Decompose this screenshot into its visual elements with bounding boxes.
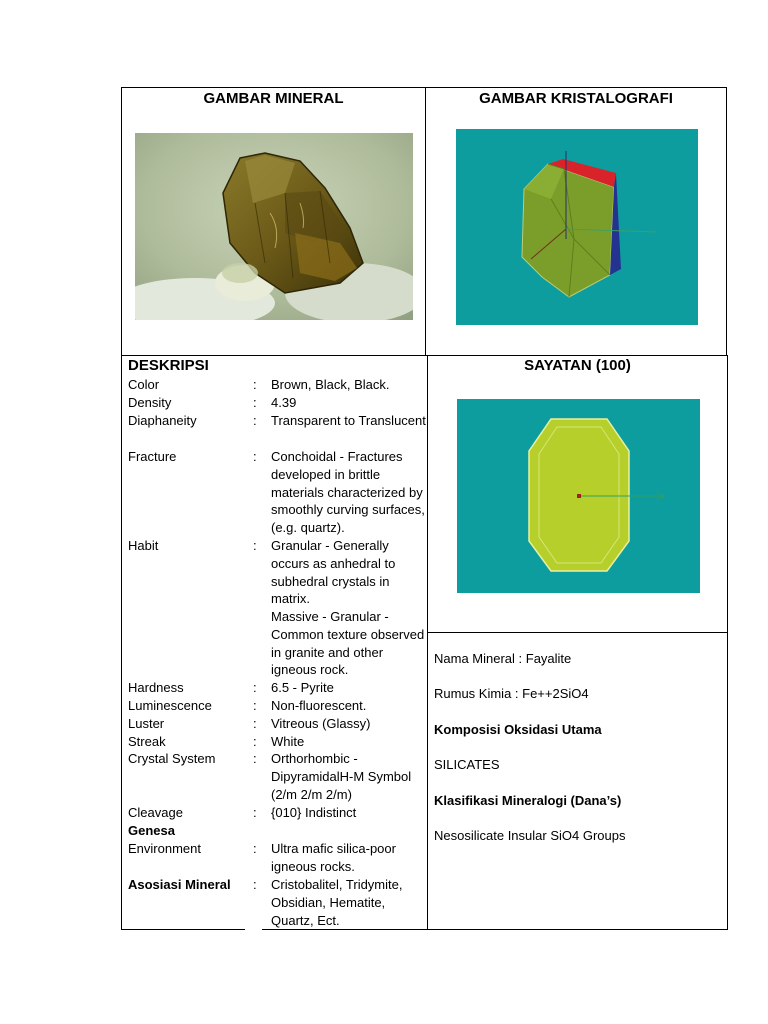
- property-value: Ultra mafic silica-poor igneous rocks.: [271, 841, 396, 874]
- property-value: Vitreous (Glassy): [271, 716, 371, 731]
- property-colon: :: [253, 377, 257, 392]
- deskripsi-header: DESKRIPSI: [128, 357, 209, 374]
- table-divider-middle-upper: [425, 87, 426, 355]
- property-colon: :: [253, 698, 257, 713]
- property-value: White: [271, 734, 305, 749]
- property-label: Luster: [128, 716, 165, 731]
- property-label: Hardness: [128, 680, 184, 695]
- komposisi-title: Komposisi Oksidasi Utama: [434, 722, 602, 737]
- property-colon: :: [253, 716, 257, 731]
- property-value: 4.39: [271, 395, 297, 410]
- property-label: Crystal System: [128, 751, 216, 766]
- property-colon: :: [253, 734, 257, 749]
- sayatan-section-image: [457, 399, 700, 593]
- property-value: 6.5 - Pyrite: [271, 680, 334, 695]
- property-label: Density: [128, 395, 172, 410]
- property-label: Luminescence: [128, 698, 212, 713]
- property-value: Brown, Black, Black.: [271, 377, 390, 392]
- property-colon: :: [253, 751, 257, 766]
- komposisi-value: SILICATES: [434, 757, 500, 772]
- property-label: Environment: [128, 841, 201, 856]
- klasifikasi-title: Klasifikasi Mineralogi (Dana’s): [434, 793, 622, 808]
- table-row-divider: [121, 355, 728, 356]
- property-colon: :: [253, 877, 257, 892]
- table-border-right-upper: [726, 87, 727, 355]
- property-colon: :: [253, 538, 257, 553]
- property-colon: :: [253, 805, 257, 820]
- property-label: Streak: [128, 734, 166, 749]
- table-right-cell-divider: [427, 632, 728, 633]
- sayatan-header: SAYATAN (100): [524, 357, 631, 374]
- gambar-kristalografi-header: GAMBAR KRISTALOGRAFI: [479, 90, 673, 107]
- crystallography-model: [456, 129, 698, 325]
- mineral-photo: [135, 133, 413, 320]
- property-value: Cristobalitel, Tridymite, Obsidian, Hematite, Quartz, Ect.: [271, 877, 403, 928]
- property-value: Conchoidal - Fractures developed in brittle materials characterized by smoothly curving surfaces, (e.g. quartz).: [271, 449, 425, 536]
- property-label: Cleavage: [128, 805, 183, 820]
- property-label: Genesa: [128, 823, 175, 838]
- property-value: Transparent to Translucent: [271, 413, 426, 428]
- property-colon: :: [253, 841, 257, 856]
- property-label: Color: [128, 377, 160, 392]
- nama-mineral: Nama Mineral : Fayalite: [434, 651, 572, 666]
- property-label: Habit: [128, 538, 159, 553]
- property-value: Orthorhombic - DipyramidalH-M Symbol (2/m 2/m 2/m): [271, 751, 412, 802]
- gambar-mineral-header: GAMBAR MINERAL: [203, 90, 344, 107]
- table-divider-middle-lower: [427, 355, 428, 930]
- table-border-bottom-left: [121, 929, 245, 930]
- property-value: {010} Indistinct: [271, 805, 357, 820]
- property-colon: :: [253, 680, 257, 695]
- rumus-kimia: Rumus Kimia : Fe++2SiO4: [434, 686, 589, 701]
- property-label: Diaphaneity: [128, 413, 197, 428]
- table-border-left: [121, 87, 122, 930]
- property-colon: :: [253, 395, 257, 410]
- property-value: Non-fluorescent.: [271, 698, 367, 713]
- property-label: Asosiasi Mineral: [128, 877, 231, 892]
- property-value: Granular - Generally occurs as anhedral to subhedral crystals in matrix.: [271, 538, 396, 607]
- table-border-top: [121, 87, 727, 88]
- table-border-right-lower: [727, 355, 728, 930]
- property-label: Fracture: [128, 449, 177, 464]
- property-colon: :: [253, 413, 257, 428]
- property-colon: :: [253, 449, 257, 464]
- property-value: Massive - Granular - Common texture observed in granite and other igneous rock.: [271, 609, 425, 678]
- klasifikasi-value: Nesosilicate Insular SiO4 Groups: [434, 828, 626, 843]
